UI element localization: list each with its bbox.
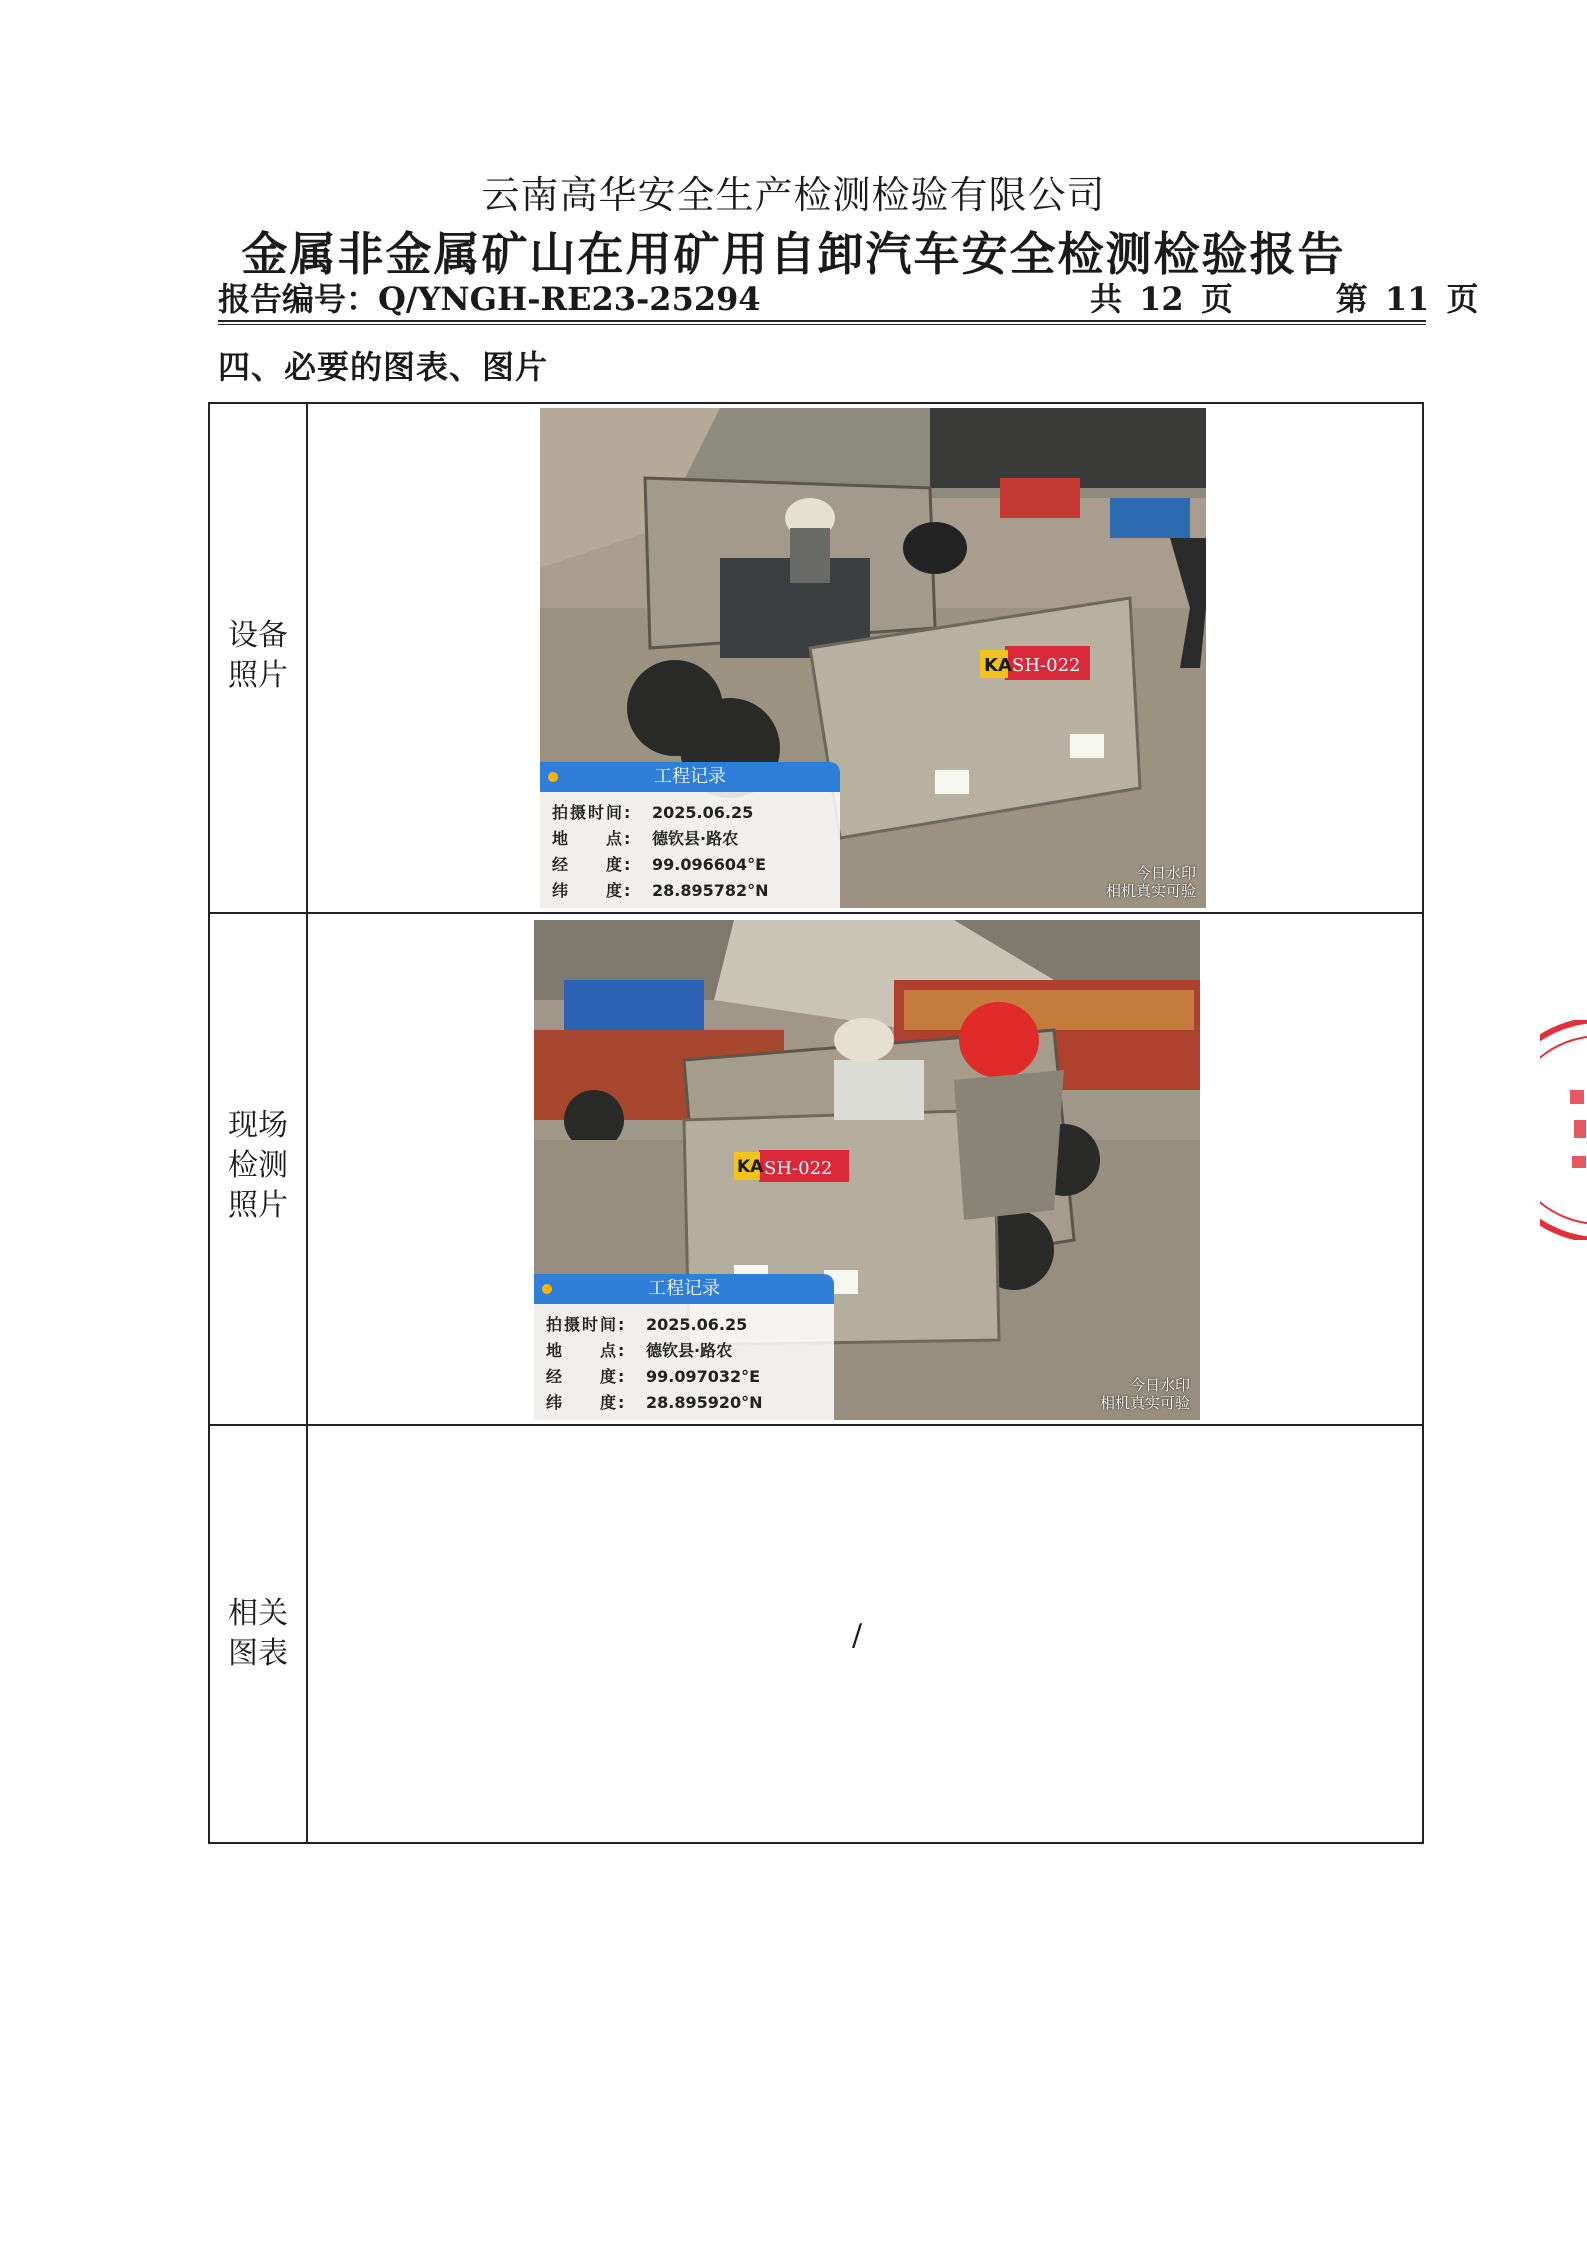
equipment-photo [540, 408, 1206, 908]
watermark-value: 2025.06.25 [652, 803, 754, 822]
label-line: 检测 [228, 1148, 288, 1183]
total-pages: 共 12 页 [1090, 280, 1233, 318]
row-label-equipment-photo [210, 616, 306, 696]
plate-prefix: KA [737, 1157, 764, 1177]
page-indicator [1090, 274, 1479, 320]
watermark-place [546, 1338, 732, 1361]
label-line: 现场 [228, 1108, 288, 1143]
watermark-brand-tagline: 相机真实可验 [1099, 1394, 1190, 1412]
plate-number: SH-022 [1012, 655, 1081, 676]
row-label-related-charts [210, 1594, 306, 1674]
watermark-brand-name: 今日水印 [1129, 1376, 1190, 1394]
site-inspection-photo [534, 920, 1200, 1420]
plate-prefix: KA [984, 655, 1012, 676]
watermark-key: 经 度: [546, 1367, 627, 1386]
watermark-longitude [546, 1364, 760, 1387]
table-row-divider [208, 1424, 1424, 1426]
row-label-site-photo [210, 1106, 306, 1226]
watermark-dot-icon [542, 1284, 552, 1294]
report-number: 报告编号：Q/YNGH-RE23-25294 [218, 280, 761, 318]
watermark-brand-name: 今日水印 [1135, 864, 1196, 882]
report-title: 金属非金属矿山在用矿用自卸汽车安全检测检验报告 [241, 227, 1346, 281]
watermark-key: 纬 度: [546, 1393, 627, 1412]
watermark-time [552, 800, 753, 823]
watermark-place [552, 826, 738, 849]
watermark-value: 28.895920°N [646, 1393, 763, 1412]
watermark-latitude [552, 878, 769, 901]
plate-number: SH-022 [764, 1158, 833, 1179]
seam-stamp-icon [1540, 1020, 1587, 1240]
watermark-value: 2025.06.25 [646, 1315, 748, 1334]
watermark-latitude [546, 1390, 763, 1413]
label-line: 照片 [228, 658, 288, 693]
table-row-divider [208, 912, 1424, 914]
watermark-value: 28.895782°N [652, 881, 769, 900]
header-rule [218, 320, 1426, 322]
label-line: 设备 [228, 618, 288, 653]
company-name: 云南高华安全生产检测检验有限公司 [481, 173, 1106, 217]
watermark-heading: 工程记录 [534, 1274, 834, 1304]
watermark-heading: 工程记录 [540, 762, 840, 792]
label-line: 图表 [228, 1636, 288, 1671]
related-charts-empty-mark: / [852, 1618, 863, 1653]
watermark-key: 拍摄时间: [552, 803, 633, 822]
watermark-key: 经 度: [552, 855, 633, 874]
watermark-key: 拍摄时间: [546, 1315, 627, 1334]
current-page: 第 11 页 [1335, 280, 1479, 318]
watermark-brand [1106, 864, 1196, 900]
watermark-value: 99.096604°E [652, 855, 767, 874]
watermark-value: 德钦县·路农 [646, 1341, 733, 1360]
watermark-key: 纬 度: [552, 881, 633, 900]
watermark-key: 地 点: [552, 829, 633, 848]
watermark-panel [540, 762, 840, 908]
section-title: 四、必要的图表、图片 [218, 348, 549, 386]
watermark-time [546, 1312, 747, 1335]
label-line: 相关 [228, 1596, 288, 1631]
watermark-longitude [552, 852, 766, 875]
watermark-brand [1100, 1376, 1190, 1412]
watermark-value: 德钦县·路农 [652, 829, 739, 848]
header-rule-thin [218, 324, 1426, 325]
watermark-brand-tagline: 相机真实可验 [1105, 882, 1196, 900]
watermark-key: 地 点: [546, 1341, 627, 1360]
watermark-panel [534, 1274, 834, 1420]
label-line: 照片 [228, 1188, 288, 1223]
table-column-divider [306, 402, 308, 1844]
watermark-dot-icon [548, 772, 558, 782]
watermark-value: 99.097032°E [646, 1367, 761, 1386]
